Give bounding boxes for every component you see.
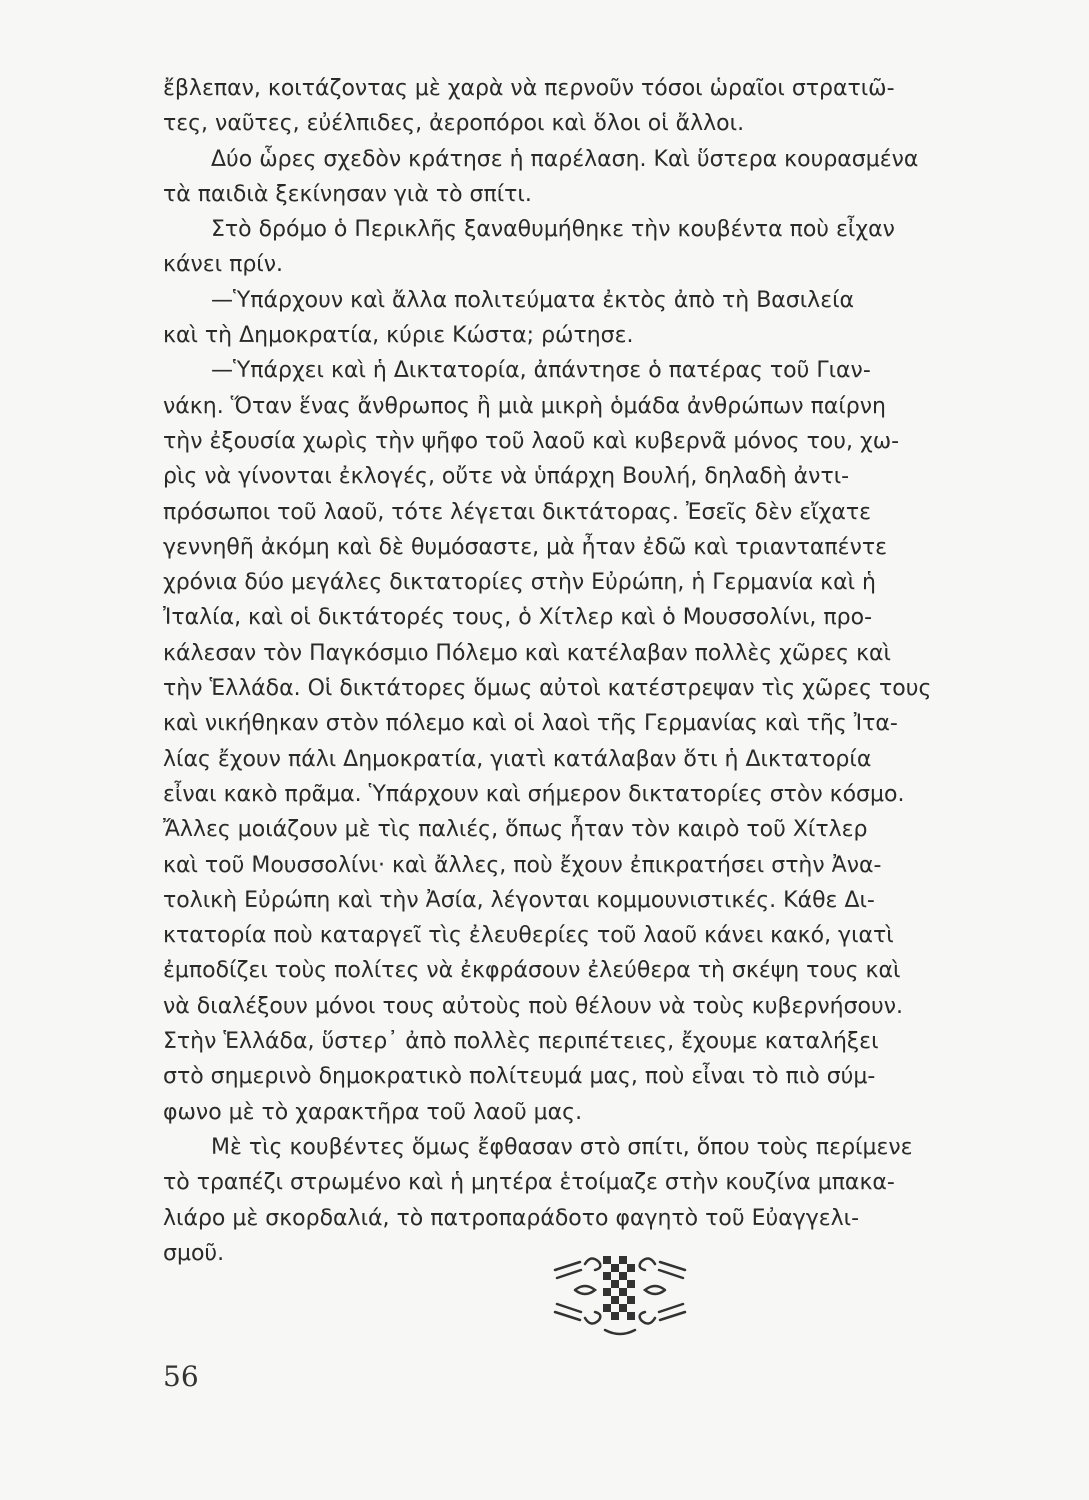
- text-line: καὶ τοῦ Μουσσολίνι· καὶ ἄλλες, ποὺ ἔχουν ἐπικρατήσει στὴν Ἀνα-: [163, 852, 882, 878]
- text-line: Μὲ τὶς κουβέντες ὅμως ἔφθασαν στὸ σπίτι, ὅπου τοὺς περίμενε: [211, 1134, 913, 1160]
- text-line: τολικὴ Εὐρώπη καὶ τὴν Ἀσία, λέγονται κομμουνιστικές. Κάθε Δι-: [163, 887, 875, 913]
- text-line: κτατορία ποὺ καταργεῖ τὶς ἐλευθερίες τοῦ λαοῦ κάνει κακό, γιατὶ: [163, 923, 894, 949]
- text-line: εἶναι κακὸ πρᾶμα. Ὑπάρχουν καὶ σήμερον δικτατορίες στὸν κόσμο.: [163, 781, 905, 807]
- text-line: κάνει πρίν.: [163, 252, 284, 278]
- text-line: χρόνια δύο μεγάλες δικτατορίες στὴν Εὐρώπη, ἡ Γερμανία καὶ ἡ: [163, 570, 876, 596]
- text-line: κάλεσαν τὸν Παγκόσμιο Πόλεμο καὶ κατέλαβαν πολλὲς χῶρες καὶ: [163, 640, 891, 666]
- text-line: τὰ παιδιὰ ξεκίνησαν γιὰ τὸ σπίτι.: [163, 181, 532, 207]
- text-line: ἔβλεπαν, κοιτάζοντας μὲ χαρὰ νὰ περνοῦν τόσοι ὡραῖοι στρατιῶ-: [163, 76, 895, 101]
- text-line: ἐμποδίζει τοὺς πολίτες νὰ ἐκφράσουν ἐλεύθερα τὴ σκέψη τους καὶ: [163, 958, 901, 984]
- text-line: γεννηθῆ ἀκόμη καὶ δὲ θυμόσαστε, μὰ ἦταν ἐδῶ καὶ τριανταπέντε: [163, 534, 887, 560]
- text-line: λιάρο μὲ σκορδαλιά, τὸ πατροπαράδοτο φαγητὸ τοῦ Εὐαγγελι-: [163, 1205, 860, 1231]
- text-line: τὸ τραπέζι στρωμένο καὶ ἡ μητέρα ἑτοίμαζε στὴν κουζίνα μπακα-: [163, 1170, 895, 1196]
- text-line: —Ὑπάρχει καὶ ἡ Δικτατορία, ἀπάντησε ὁ πατέρας τοῦ Γιαν-: [211, 358, 871, 384]
- text-line: καὶ νικήθηκαν στὸν πόλεμο καὶ οἱ λαοὶ τῆς Γερμανίας καὶ τῆς Ἰτα-: [163, 711, 898, 737]
- text-line: Δύο ὧρες σχεδὸν κράτησε ἡ παρέλαση. Καὶ ὕστερα κουρασμένα: [211, 146, 919, 172]
- page-number: 56: [163, 1360, 199, 1393]
- text-line: Ἰταλία, καὶ οἱ δικτάτορές τους, ὁ Χίτλερ καὶ ὁ Μουσσολίνι, προ-: [163, 605, 873, 631]
- text-line: σμοῦ.: [163, 1240, 225, 1266]
- text-line: τὴν ἐξουσία χωρὶς τὴν ψῆφο τοῦ λαοῦ καὶ κυβερνᾶ μόνος του, χω-: [163, 428, 900, 454]
- text-line: νάκη. Ὅταν ἕνας ἄνθρωπος ἢ μιὰ μικρὴ ὁμάδα ἀνθρώπων παίρνη: [163, 393, 886, 419]
- text-line: Στὴν Ἑλλάδα, ὕστερ᾽ ἀπὸ πολλὲς περιπέτειες, ἔχουμε καταλήξει: [163, 1029, 879, 1055]
- text-line: πρόσωποι τοῦ λαοῦ, τότε λέγεται δικτάτορας. Ἐσεῖς δὲν εἴχατε: [163, 499, 871, 525]
- text-line: —Ὑπάρχουν καὶ ἄλλα πολιτεύματα ἐκτὸς ἀπὸ τὴ Βασιλεία: [211, 287, 855, 313]
- text-line: τὴν Ἑλλάδα. Οἱ δικτάτορες ὅμως αὐτοὶ κατέστρεψαν τὶς χῶρες τους: [163, 676, 932, 702]
- text-line: καὶ τὴ Δημοκρατία, κύριε Κώστα; ρώτησε.: [163, 323, 634, 349]
- text-line: στὸ σημερινὸ δημοκρατικὸ πολίτευμά μας, ποὺ εἶναι τὸ πιὸ σύμ-: [163, 1064, 876, 1090]
- text-line: Στὸ δρόμο ὁ Περικλῆς ξαναθυμήθηκε τὴν κουβέντα ποὺ εἶχαν: [211, 217, 895, 243]
- body-text: [163, 71, 1003, 1271]
- text-line: νὰ διαλέξουν μόνοι τους αὐτοὺς ποὺ θέλουν νὰ τοὺς κυβερνήσουν.: [163, 993, 904, 1019]
- text-line: Ἄλλες μοιάζουν μὲ τὶς παλιές, ὅπως ἦταν τὸν καιρὸ τοῦ Χίτλερ: [163, 817, 868, 843]
- text-line: λίας ἔχουν πάλι Δημοκρατία, γιατὶ κατάλαβαν ὅτι ἡ Δικτατορία: [163, 746, 872, 772]
- text-line: τες, ναῦτες, εὐέλπιδες, ἀεροπόροι καὶ ὅλοι οἱ ἄλλοι.: [163, 111, 745, 137]
- text-line: φωνο μὲ τὸ χαρακτῆρα τοῦ λαοῦ μας.: [163, 1099, 583, 1125]
- text-line: ρὶς νὰ γίνονται ἐκλογές, οὔτε νὰ ὑπάρχη Βουλή, δηλαδὴ ἀντι-: [163, 464, 850, 490]
- ornament-vignette-icon: [545, 1250, 695, 1340]
